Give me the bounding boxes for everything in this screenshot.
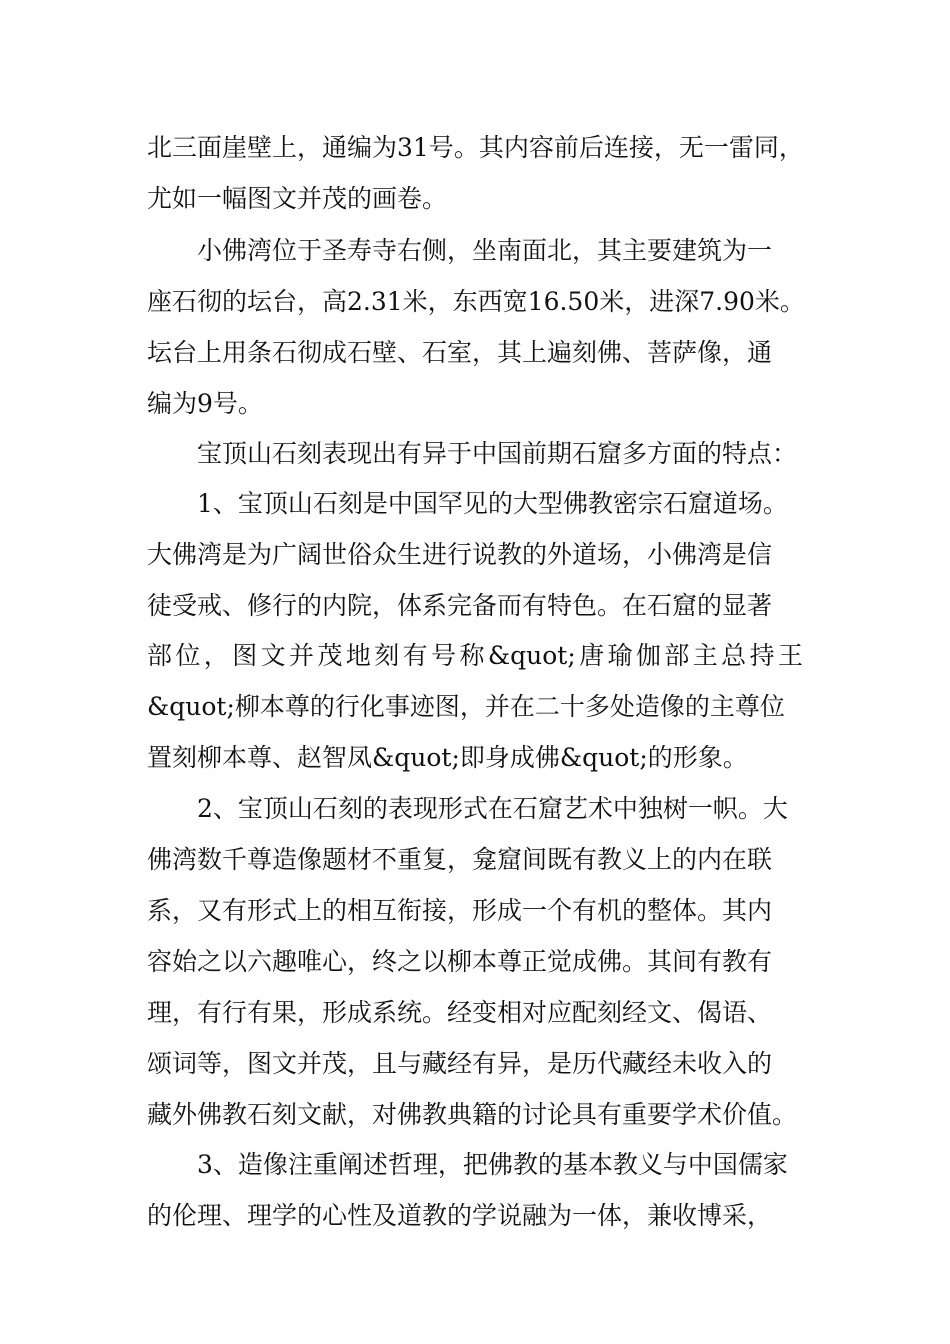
text-line: 尤如一幅图文并茂的画卷。 <box>147 184 448 213</box>
text-line: 容始之以六趣唯心，终之以柳本尊正觉成佛。其间有教有 <box>147 947 773 976</box>
paragraph-start-line: 小佛湾位于圣寿寺右侧，坐南面北，其主要建筑为一 <box>197 236 773 265</box>
text-line: 北三面崖壁上，通编为31号。其内容前后连接，无一雷同， <box>147 133 804 162</box>
text-line: 颂词等，图文并茂，且与藏经有异，是历代藏经未收入的 <box>147 1049 773 1078</box>
text-line: &quot;柳本尊的行化事迹图，并在二十多处造像的主尊位 <box>147 692 785 721</box>
text-line: 系，又有形式上的相互衔接，形成一个有机的整体。其内 <box>147 896 773 925</box>
text-line: 座石彻的坛台，高2.31米，东西宽16.50米，进深7.90米。 <box>147 287 805 316</box>
text-line: 大佛湾是为广阔世俗众生进行说教的外道场，小佛湾是信 <box>147 540 773 569</box>
text-line: 理，有行有果，形成系统。经变相对应配刻经文、偈语、 <box>147 998 773 1027</box>
text-line: 部位，图文并茂地刻有号称&quot;唐瑜伽部主总持王 <box>147 641 803 670</box>
text-line: 置刻柳本尊、赵智凤&quot;即身成佛&quot;的形象。 <box>147 743 748 772</box>
paragraph-start-line: 3、造像注重阐述哲理，把佛教的基本教义与中国儒家 <box>197 1150 788 1179</box>
text-line: 藏外佛教石刻文献，对佛教典籍的讨论具有重要学术价值。 <box>147 1100 798 1129</box>
text-line: 徒受戒、修行的内院，体系完备而有特色。在石窟的显著 <box>147 591 773 620</box>
text-line: 的伦理、理学的心性及道教的学说融为一体，兼收博采， <box>147 1201 773 1230</box>
paragraph-start-line: 2、宝顶山石刻的表现形式在石窟艺术中独树一帜。大 <box>197 794 788 823</box>
text-line: 编为9号。 <box>147 389 263 418</box>
paragraph-start-line: 1、宝顶山石刻是中国罕见的大型佛教密宗石窟道场。 <box>197 489 788 518</box>
text-line: 坛台上用条石彻成石壁、石室，其上遍刻佛、菩萨像，通 <box>147 338 773 367</box>
text-line: 佛湾数千尊造像题材不重复，龛窟间既有教义上的内在联 <box>147 845 773 874</box>
paragraph-start-line: 宝顶山石刻表现出有异于中国前期石窟多方面的特点： <box>197 439 798 468</box>
